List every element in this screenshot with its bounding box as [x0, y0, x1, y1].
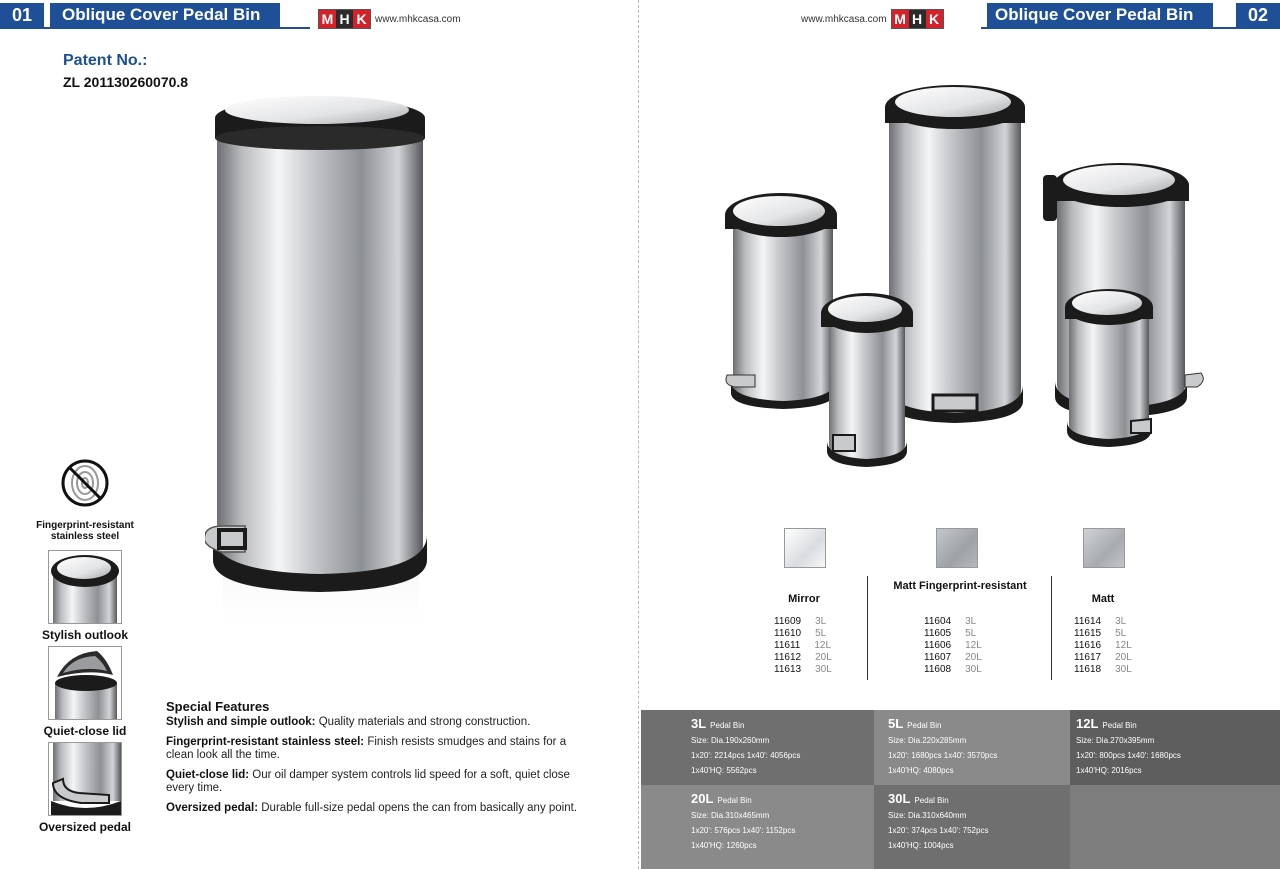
bin-3l-front-left — [821, 293, 913, 467]
feature-heading: Stylish and simple outlook: — [166, 716, 316, 728]
brand-url: www.mhkcasa.com — [375, 13, 461, 25]
page-spine — [638, 0, 639, 869]
bin-30l-image — [205, 90, 435, 650]
spec-cell-5l: 5L Pedal Bin Size: Dia.220x285mm 1x20': 1680pcs 1x40': 3570pcs 1x40'HQ: 4080pcs — [874, 710, 1070, 785]
logo-letter-m: M — [892, 10, 909, 28]
lid-thumbnail — [48, 550, 122, 624]
bin-5l — [725, 193, 837, 409]
patent-label: Patent No.: — [63, 52, 148, 69]
logo-letter-h: H — [909, 10, 926, 28]
code-row: 11613 30L — [774, 664, 832, 675]
feature-label-stylish: Stylish outlook — [41, 628, 128, 642]
feature-item — [166, 736, 586, 762]
spec-cell-empty — [1070, 785, 1280, 869]
code-row: 11615 5L — [1074, 628, 1127, 639]
page-title-left: Oblique Cover Pedal Bin — [50, 3, 280, 27]
code-row: 11616 12L — [1074, 640, 1132, 651]
codes-mirror — [774, 616, 832, 676]
header-rule-left — [0, 27, 310, 29]
spec-cell-3l: 3L Pedal Bin Size: Dia.190x260mm 1x20': 2214pcs 1x40': 4056pcs 1x40'HQ: 5562pcs — [641, 710, 874, 785]
feature-heading: Quiet-close lid: — [166, 769, 250, 781]
open-lid-thumbnail — [48, 646, 122, 720]
swatch-matt — [1083, 528, 1125, 568]
header-rule-right — [981, 27, 1280, 29]
right-page — [641, 0, 1280, 869]
brand-logo-left — [318, 9, 461, 29]
feature-label-fingerprint: Fingerprint-resistant stainless steel — [36, 520, 134, 542]
spec-grid — [641, 710, 1280, 869]
logo-letter-k: K — [926, 10, 943, 28]
bin-3l-front-right — [1065, 289, 1153, 447]
logo-letter-h: H — [336, 10, 353, 28]
finish-title-mirror: Mirror — [788, 593, 820, 605]
special-features-title: Special Features — [166, 699, 270, 714]
logo-letter-m: M — [319, 10, 336, 28]
right-header — [641, 0, 1280, 30]
left-header — [0, 0, 639, 30]
code-row: 11604 3L — [924, 616, 977, 627]
spec-cell-12l: 12L Pedal Bin Size: Dia.270x395mm 1x20': 800pcs 1x40': 1680pcs 1x40'HQ: 2016pcs — [1070, 710, 1280, 785]
codes-matt-fingerprint — [924, 616, 982, 676]
feature-item — [166, 716, 586, 729]
spec-cell-30l: 30L Pedal Bin Size: Dia.310x640mm 1x20': 374pcs 1x40': 752pcs 1x40'HQ: 1004pcs — [874, 785, 1070, 869]
bin-30l — [885, 85, 1025, 423]
code-row: 11609 3L — [774, 616, 827, 627]
page-number-right: 02 — [1236, 3, 1280, 27]
feature-label-quiet-close: Quiet-close lid — [43, 724, 127, 738]
left-page — [0, 0, 639, 869]
swatch-matt-fingerprint — [936, 528, 978, 568]
code-row: 11618 30L — [1074, 664, 1132, 675]
feature-label-pedal: Oversized pedal — [38, 820, 132, 834]
finish-title-matt-fingerprint: Matt Fingerprint-resistant — [893, 580, 1027, 592]
code-row: 11608 30L — [924, 664, 982, 675]
code-row: 11605 5L — [924, 628, 977, 639]
spec-cell-20l: 20L Pedal Bin Size: Dia.310x465mm 1x20': 576pcs 1x40': 1152pcs 1x40'HQ: 1260pcs — [641, 785, 874, 869]
finish-divider — [867, 576, 868, 680]
logo-mark — [318, 9, 371, 29]
code-row: 11610 5L — [774, 628, 827, 639]
code-row: 11612 20L — [774, 652, 832, 663]
code-row: 11617 20L — [1074, 652, 1132, 663]
logo-mark — [891, 9, 944, 29]
pedal-thumbnail — [48, 742, 122, 816]
patent-number: ZL 201130260070.8 — [63, 74, 189, 90]
brand-url: www.mhkcasa.com — [801, 13, 887, 25]
page-number-left: 01 — [0, 3, 44, 27]
feature-text: Finish resists smudges and stains for a clean look all the time. — [166, 736, 567, 761]
logo-letter-k: K — [353, 10, 370, 28]
finish-title-matt: Matt — [1091, 593, 1115, 605]
code-row: 11611 12L — [774, 640, 832, 651]
feature-heading: Fingerprint-resistant stainless steel: — [166, 736, 365, 748]
code-row: 11614 3L — [1074, 616, 1127, 627]
brand-logo-right — [801, 9, 944, 29]
finish-divider — [1051, 576, 1052, 680]
swatch-mirror — [784, 528, 826, 568]
bin-family-image — [721, 85, 1241, 475]
code-row: 11606 12L — [924, 640, 982, 651]
feature-text: Quality materials and strong construction. — [315, 716, 531, 728]
special-features — [166, 700, 586, 822]
no-fingerprint-icon — [60, 458, 110, 508]
page-title-right: Oblique Cover Pedal Bin — [987, 3, 1213, 27]
feature-heading: Oversized pedal: — [166, 802, 259, 814]
feature-text: Durable full-size pedal opens the can from basically any point. — [258, 802, 578, 814]
feature-text: Our oil damper system controls lid speed for a soft, quiet close every time. — [166, 769, 570, 794]
feature-item — [166, 802, 586, 815]
feature-item — [166, 769, 586, 795]
code-row: 11607 20L — [924, 652, 982, 663]
codes-matt — [1074, 616, 1132, 676]
